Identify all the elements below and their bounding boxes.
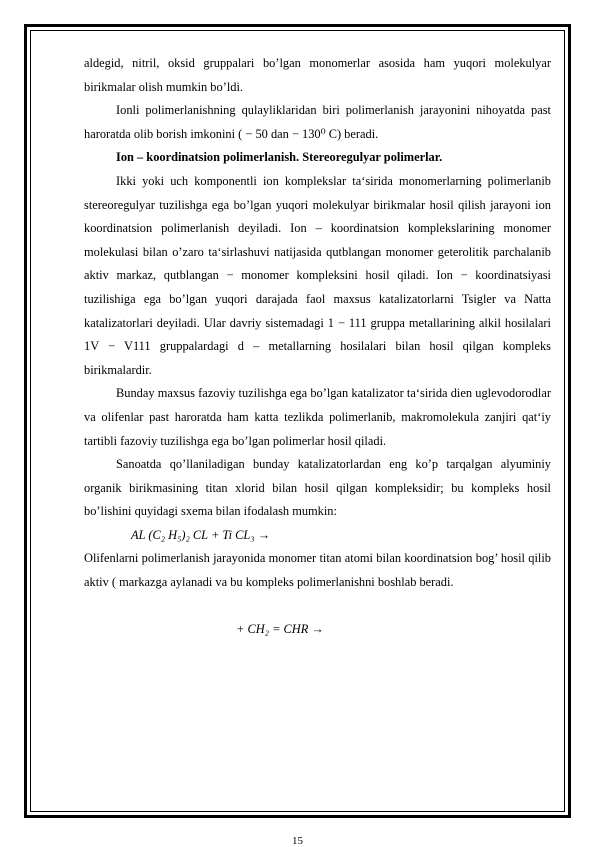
paragraph-catalyst-effect: Bunday maxsus fazoviy tuzilishga ega bo’lgan katalizator ta‘sirida dien uglevodorodlar va olifenlar past haroratda ham katta tezlikda polimerlanib, makromolekula zanjiri qat‘iy tartibli fazoviy tuzilishga ega bo’lgan polimerlar hosil qiladi.	[84, 386, 551, 448]
page-number: 15	[292, 835, 303, 847]
paragraph-olefin-polymerization: Olifenlarni polimerlanish jarayonida monomer titan atomi bilan koordinatsion bog’ hosil qilib aktiv ( markazga aylanadi va bu kompleks polimerlanishni boshlab beradi.	[84, 551, 551, 590]
section-heading: Ion – koordinatsion polimerlanish. Stereoregulyar polimerlar.	[116, 150, 443, 165]
reaction-formula-2: + CH₂ = CHR →	[236, 621, 324, 636]
reaction-formula-1: AL (C₂ H₅)₂ CL + Ti CL₃ →	[131, 527, 271, 542]
paragraph-industrial-catalyst: Sanoatda qo’llaniladigan bunday katalizatorlardan eng ko’p tarqalgan alyuminiy organik birikmasining titan xlorid bilan hosil qilgan kompleksidir; bu kompleks hosil bo’lishini quyidagi sxema bilan ifodalash mumkin:	[84, 457, 551, 519]
document-body	[84, 52, 551, 641]
paragraph-intro: aldegid, nitril, oksid gruppalari bo’lgan monomerlar asosida ham yuqori molekulyar birikmalar olish mumkin bo’ldi.	[84, 56, 551, 94]
paragraph-ion-coordination: Ikki yoki uch komponentli ion komplekslar ta‘sirida monomerlarning polimerlanib stereoregulyar tuzilishga ega bo’lgan yuqori molekulyar birikmalar hosil qilish jarayoni ion koordinatsion polimerlanish deyiladi. Ion – koordinatsion komplekslarining monomer molekulasi bilan o’zaro ta‘sirlashuvi natijasida qutblangan monomer geterolitik parchalanib aktiv markaz, qutblangan − monomer kompleksini hosil qiladi. Ion − koordinatsiyasi tuzilishiga ega bo’lgan yuqori darajada faol maxsus katalizatorlarni Tsigler va Natta katalizatorlari deyiladi. Ular davriy sistemadagi 1 − 111 gruppa metallarining alkil hosilalari 1V − V111 gruppalardagi d – metallarning hosilalari bilan hosil qilgan kompleks birikmalardir.	[84, 173, 551, 377]
paragraph-ionic-advantages: Ionli polimerlanishning qulayliklaridan biri polimerlanish jarayonini nihoyatda past haroratda olib borish imkonini ( − 50 dan − 130⁰ C) beradi.	[84, 103, 551, 141]
